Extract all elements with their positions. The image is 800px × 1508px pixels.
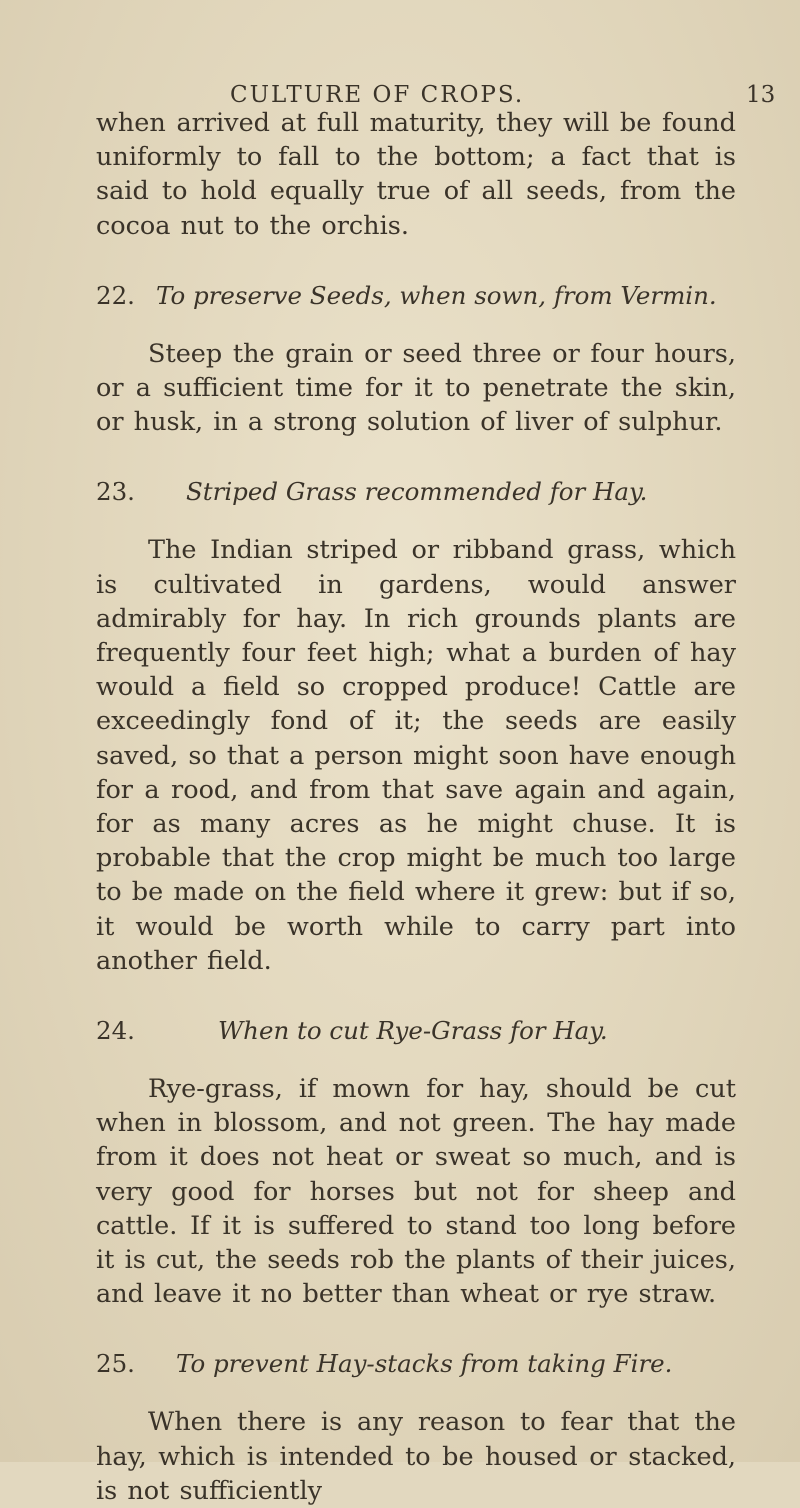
section-23-heading bbox=[96, 475, 736, 509]
section-23-body: The Indian striped or ribband grass, which is cultivated in gardens, would answer admirably for hay. In rich grounds plants are frequently four feet high; what a burden of hay would a field so cropped produce! Cattle are exceedingly fond of it; the seeds are easily saved, so that a person might soon have enough for a rood, and from that save again and again, for as many acres as he might chuse. It is probable that the crop might be much too large to be made on the field where it grew: but if so, it would be worth while to carry part into another field. bbox=[96, 535, 736, 976]
section-22-number: 22. bbox=[96, 280, 135, 310]
section-24-heading bbox=[96, 1014, 736, 1048]
section-24-body: Rye-grass, if mown for hay, should be cut when in blossom, and not green. The hay made from it does not heat or sweat so much, and is very good for horses but not for sheep and cattle. If it is suffered to stand too long before it is cut, the seeds rob the plants of their juices, and leave it no better than wheat or rye straw. bbox=[96, 1074, 736, 1310]
page-number: 13 bbox=[746, 82, 776, 108]
section-24-number: 24. bbox=[96, 1016, 135, 1046]
section-25-title: To prevent Hay-stacks from taking Fire. bbox=[176, 1349, 673, 1379]
section-25-number: 25. bbox=[96, 1349, 135, 1379]
page-body bbox=[96, 106, 736, 1508]
section-23-title: Striped Grass recommended for Hay. bbox=[186, 477, 648, 507]
section-24-title: When to cut Rye-Grass for Hay. bbox=[218, 1016, 608, 1046]
section-25-body: When there is any reason to fear that the hay, which is intended to be housed or stacked, is not sufficiently bbox=[96, 1407, 736, 1506]
section-22-title: To preserve Seeds, when sown, from Vermin. bbox=[156, 280, 717, 310]
intro-paragraph: when arrived at full maturity, they will be found uniformly to fall to the bottom; a fact that is said to hold equally true of all seeds, from the cocoa nut to the orchis. bbox=[96, 108, 736, 241]
section-23-number: 23. bbox=[96, 477, 135, 507]
section-22-heading bbox=[96, 279, 736, 313]
running-head: CULTURE OF CROPS. bbox=[230, 82, 525, 108]
section-22-body: Steep the grain or seed three or four hours, or a sufficient time for it to penetrate the skin, or husk, in a strong solution of liver of sulphur. bbox=[96, 338, 736, 438]
section-25-heading bbox=[96, 1347, 736, 1381]
